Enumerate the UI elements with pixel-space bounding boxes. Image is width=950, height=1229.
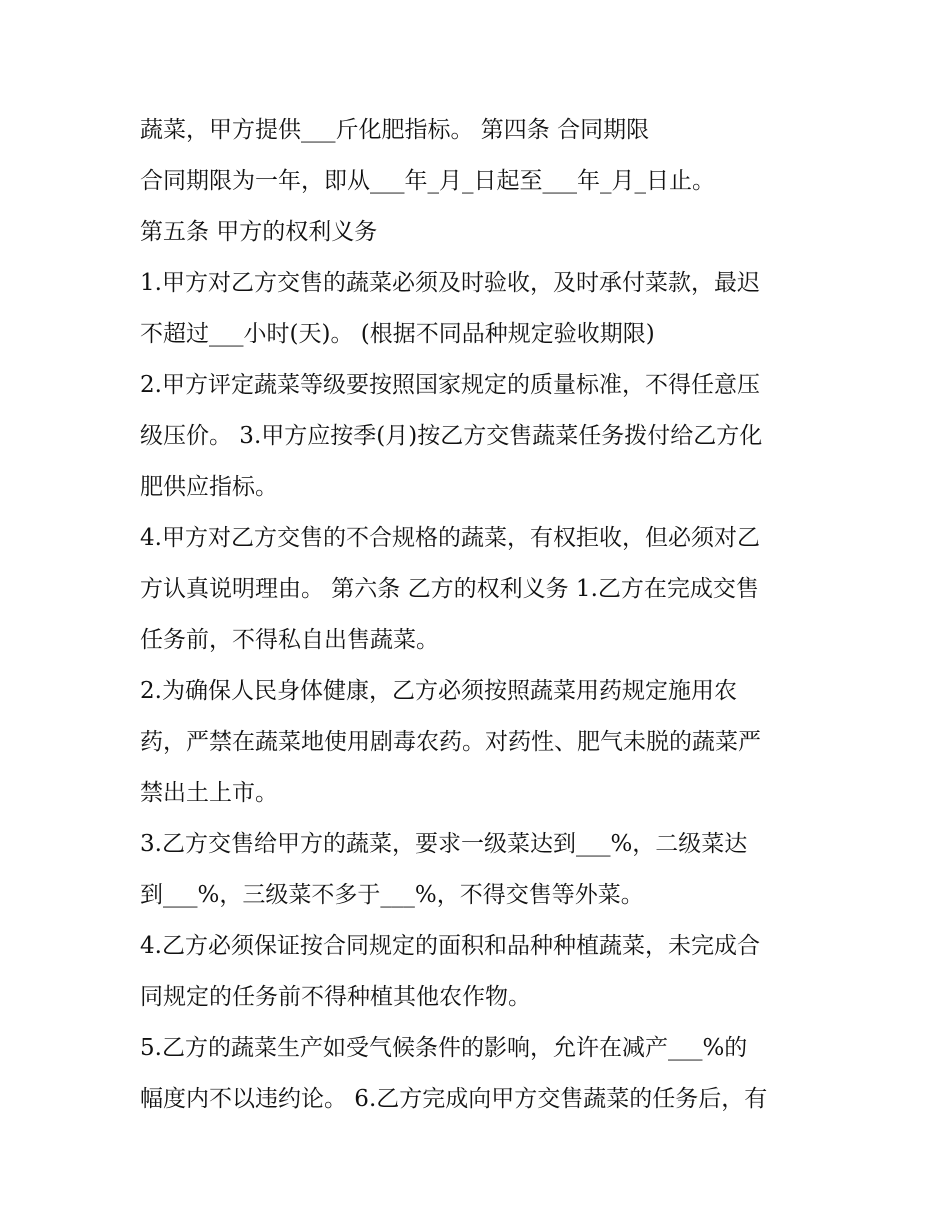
text-line: 肥供应指标。 (140, 474, 278, 500)
text-line: 级压价。 3.甲方应按季(月)按乙方交售蔬菜任务拨付给乙方化 (140, 423, 763, 449)
text-line: 药，严禁在蔬菜地使用剧毒农药。对药性、肥气未脱的蔬菜严 (140, 729, 761, 755)
text-line: 1.甲方对乙方交售的蔬菜必须及时验收，及时承付菜款，最迟 (140, 270, 760, 296)
text-line: 蔬菜，甲方提供___斤化肥指标。 第四条 合同期限 (140, 117, 650, 143)
text-line: 不超过___小时(天)。 (根据不同品种规定验收期限) (140, 321, 655, 347)
text-line: 3.乙方交售给甲方的蔬菜，要求一级菜达到___%，二级菜达 (140, 831, 748, 857)
text-line: 4.甲方对乙方交售的不合规格的蔬菜，有权拒收，但必须对乙 (140, 525, 760, 551)
text-line: 幅度内不以违约论。 6.乙方完成向甲方交售蔬菜的任务后，有 (140, 1086, 768, 1112)
text-line: 同规定的任务前不得种植其他农作物。 (140, 984, 531, 1010)
text-line: 4.乙方必须保证按合同规定的面积和品种种植蔬菜，未完成合 (140, 933, 760, 959)
text-line: 2.甲方评定蔬菜等级要按照国家规定的质量标准，不得任意压 (140, 372, 760, 398)
text-line: 合同期限为一年，即从___年_月_日起至___年_月_日止。 (140, 168, 715, 194)
text-line: 到___%，三级菜不多于___%，不得交售等外菜。 (140, 882, 644, 908)
text-line: 方认真说明理由。 第六条 乙方的权利义务 1.乙方在完成交售 (140, 576, 759, 602)
section-heading: 第五条 甲方的权利义务 (140, 219, 378, 245)
text-line: 任务前，不得私自出售蔬菜。 (140, 627, 439, 653)
text-line: 5.乙方的蔬菜生产如受气候条件的影响，允许在减产___%的 (140, 1035, 748, 1061)
text-line: 2.为确保人民身体健康，乙方必须按照蔬菜用药规定施用农 (140, 678, 737, 704)
text-line: 禁出土上市。 (140, 780, 278, 806)
contract-text (140, 108, 840, 1128)
